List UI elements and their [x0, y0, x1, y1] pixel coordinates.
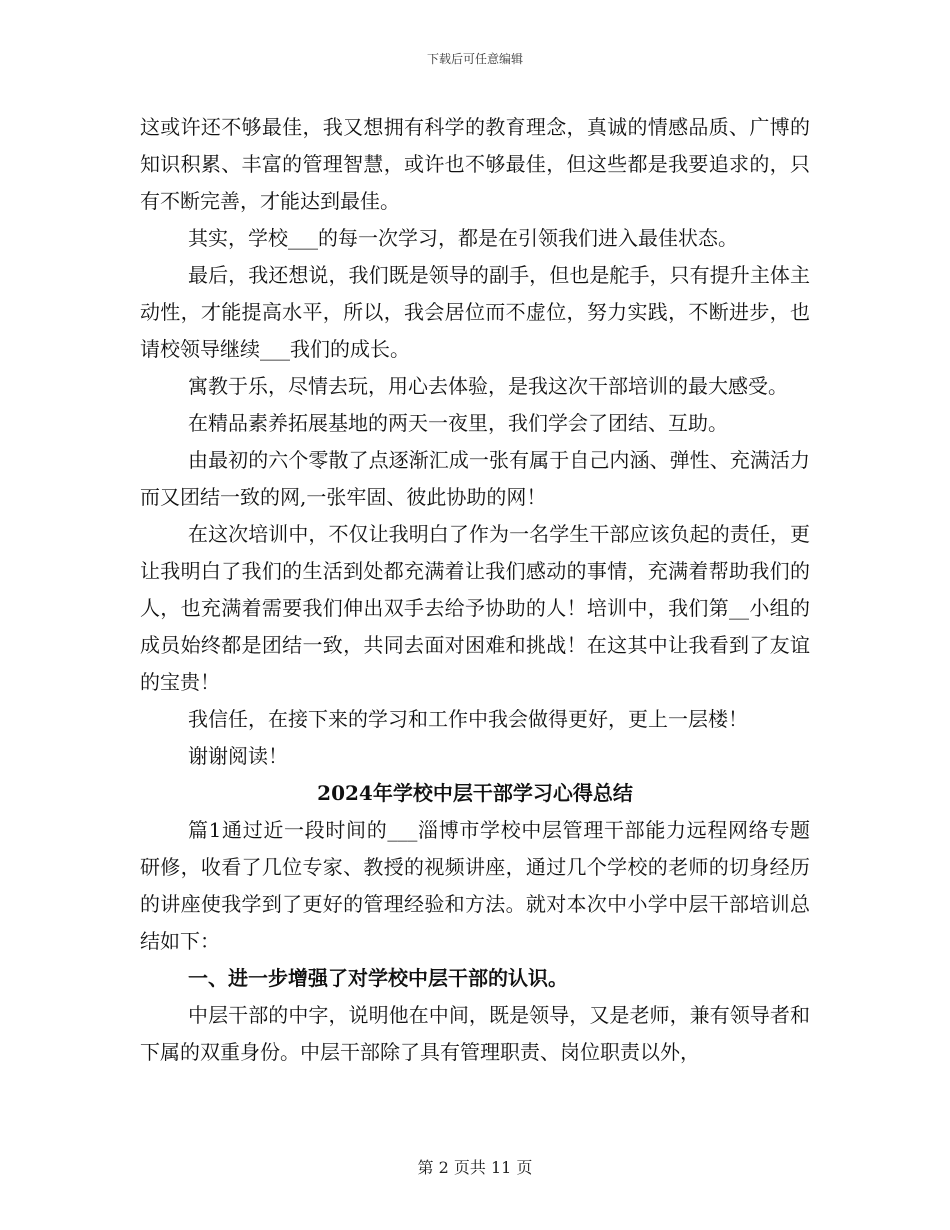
paragraph: 寓教于乐，尽情去玩，用心去体验，是我这次干部培训的最大感受。: [188, 374, 788, 398]
paragraph: 在这次培训中，不仅让我明白了作为一名学生干部应该负起的责任，更让我明白了我们的生活到处都充满着让我们感动的事情，充满着帮助我们的人，也充满着需要我们伸出双手去给予协助的人！培训中，我们第__小组的成员始终都是团结一致，共同去面对困难和挑战！在这其中让我看到了友谊的宝贵！: [140, 522, 810, 694]
paragraph: 由最初的六个零散了点逐渐汇成一张有属于自己内涵、弹性、充满活力而又团结一致的网,一张牢固、彼此协助的网！: [140, 448, 810, 509]
paragraph: 这或许还不够最佳，我又想拥有科学的教育理念，真诚的情感品质、广博的知识积累、丰富的管理智慧，或许也不够最佳，但这些都是我要追求的，只有不断完善，才能达到最佳。: [140, 115, 810, 213]
page-footer: 第 2 页共 11 页: [417, 1158, 533, 1177]
paragraph: 谢谢阅读！: [188, 744, 288, 768]
paragraph: 在精品素养拓展基地的两天一夜里，我们学会了团结、互助。: [188, 411, 728, 435]
paragraph: 我信任，在接下来的学习和工作中我会做得更好，更上一层楼！: [188, 707, 748, 731]
paragraph: 最后，我还想说，我们既是领导的副手，但也是舵手，只有提升主体主动性，才能提高水平，所以，我会居位而不虚位，努力实践，不断进步，也请校领导继续___我们的成长。: [140, 263, 810, 361]
section-heading: 一、进一步增强了对学校中层干部的认识。: [188, 966, 568, 990]
paragraph: 篇1通过近一段时间的___淄博市学校中层管理干部能力远程网络专题研修，收看了几位专家、教授的视频讲座，通过几个学校的老师的切身经历的讲座使我学到了更好的管理经验和方法。就对本次中小学中层干部培训总结如下：: [140, 818, 810, 953]
document-body: [140, 109, 810, 1071]
paragraph: 其实，学校___的每一次学习，都是在引领我们进入最佳状态。: [188, 226, 738, 250]
page-header: 下载后可任意编辑: [426, 52, 523, 66]
paragraph: 中层干部的中字，说明他在中间，既是领导，又是老师，兼有领导者和下属的双重身份。中层干部除了具有管理职责、岗位职责以外，: [140, 1003, 810, 1064]
document-title: 2024年学校中层干部学习心得总结: [317, 781, 633, 805]
